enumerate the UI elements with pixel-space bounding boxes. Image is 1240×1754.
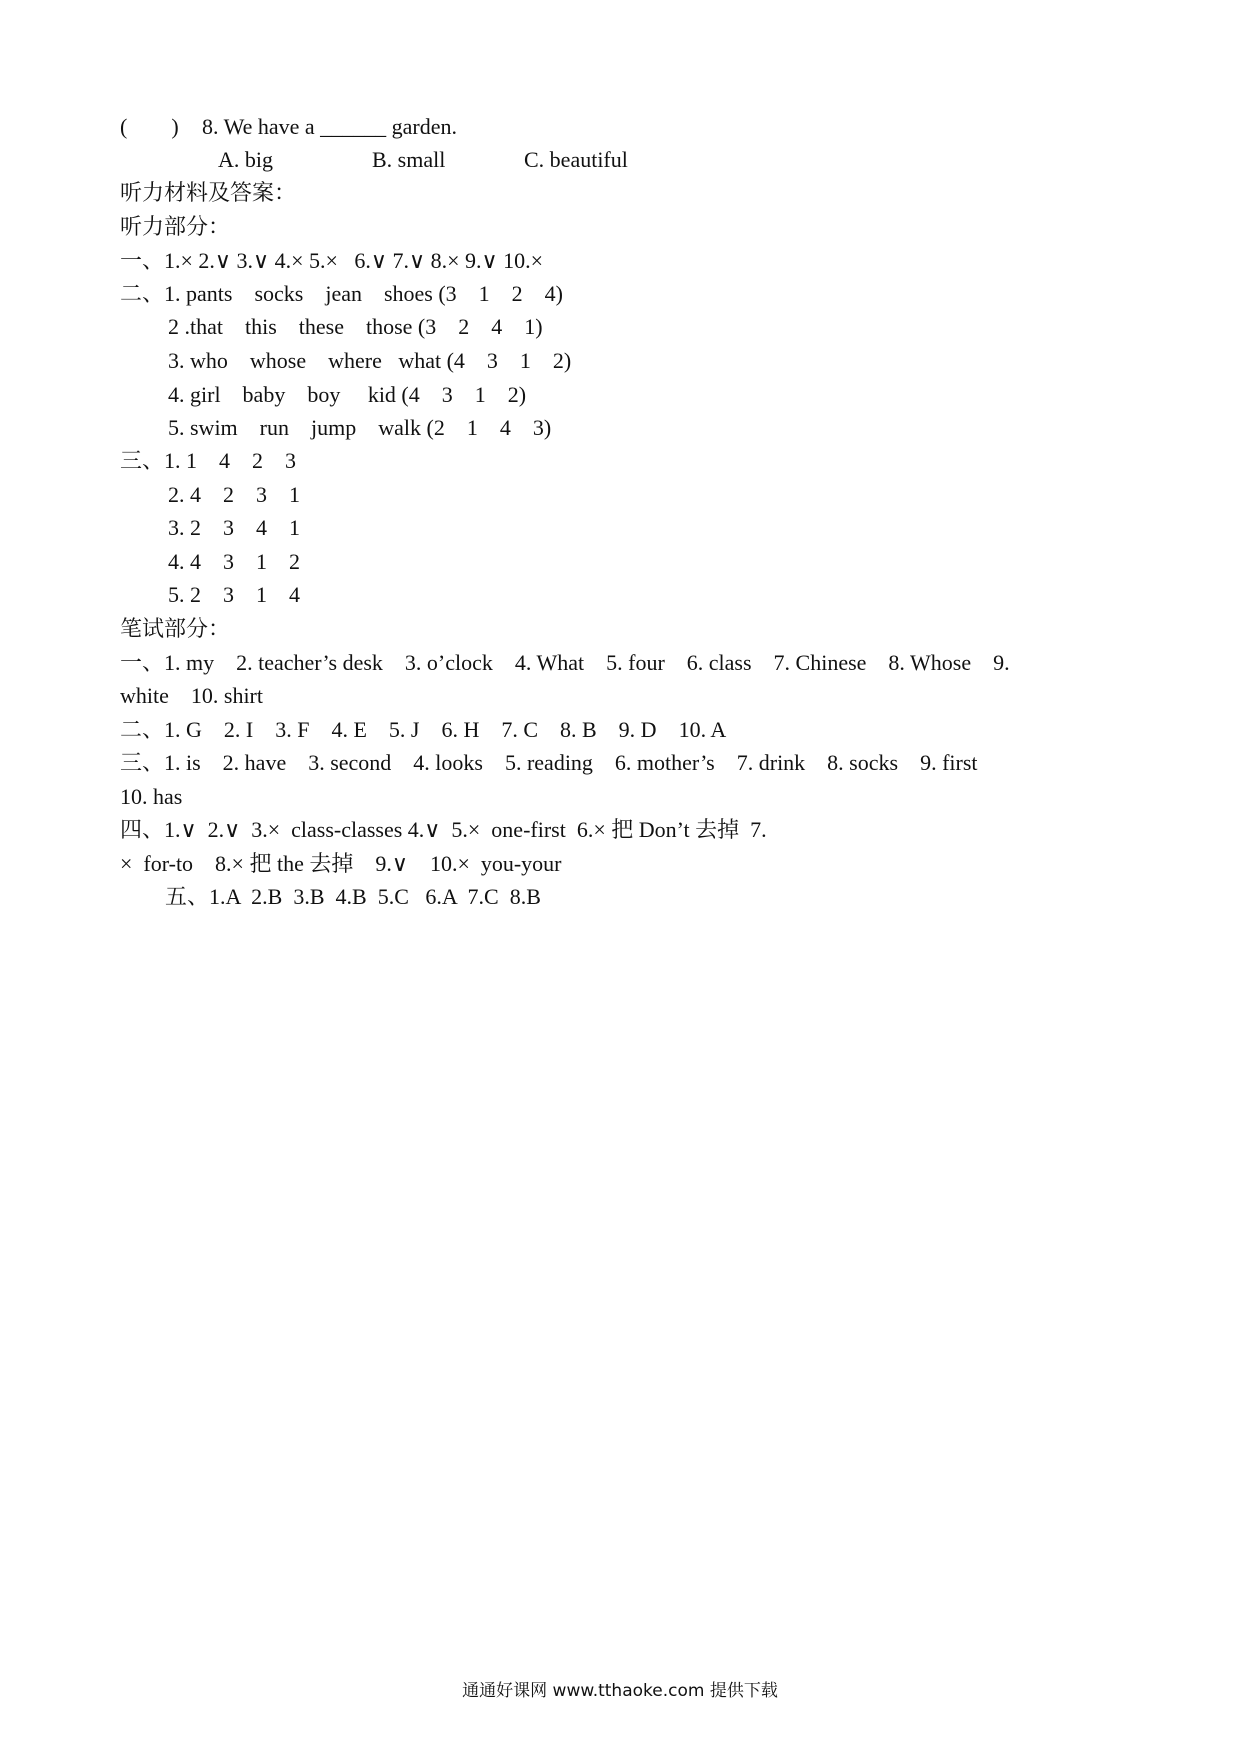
- written-section-4-line-1: 四、1.∨ 2.∨ 3.× class-classes 4.∨ 5.× one-first 6.× 把 Don’t 去掉 7.: [120, 817, 767, 842]
- listening-section-3-line-5: 5. 2 3 1 4: [168, 582, 300, 607]
- written-section-1-line-1: 一、1. my 2. teacher’s desk 3. o’clock 4. What 5. four 6. class 7. Chinese 8. Whose 9.: [120, 650, 1010, 675]
- question-8: [120, 112, 1130, 142]
- option-c: C. beautiful: [524, 147, 628, 172]
- listening-section-1: 一、1.× 2.∨ 3.∨ 4.× 5.× 6.∨ 7.∨ 8.× 9.∨ 10.×: [120, 248, 544, 273]
- answer-paren: ( ): [120, 114, 179, 139]
- listening-section-3-line-4: 4. 4 3 1 2: [168, 549, 300, 574]
- listening-section-2-line-1: 二、1. pants socks jean shoes (3 1 2 4): [120, 281, 564, 306]
- written-section-4-line-2: × for-to 8.× 把 the 去掉 9.∨ 10.× you-your: [120, 851, 562, 876]
- listening-section-2-line-2: 2 .that this these those (3 2 4 1): [168, 314, 543, 339]
- written-section-2: 二、1. G 2. I 3. F 4. E 5. J 6. H 7. C 8. B 9. D 10. A: [120, 717, 727, 742]
- question-8-stem: 8. We have a ______ garden.: [202, 114, 458, 139]
- option-a: A. big: [218, 147, 273, 172]
- written-section-3-line-1: 三、1. is 2. have 3. second 4. looks 5. reading 6. mother’s 7. drink 8. socks 9. first: [120, 750, 978, 775]
- listening-section-2-line-4: 4. girl baby boy kid (4 3 1 2): [168, 382, 527, 407]
- listening-section-3-line-2: 2. 4 2 3 1: [168, 482, 300, 507]
- listening-section-3-line-3: 3. 2 3 4 1: [168, 515, 300, 540]
- listening-section-2-line-5: 5. swim run jump walk (2 1 4 3): [168, 415, 552, 440]
- listening-section-2-line-3: 3. who whose where what (4 3 1 2): [168, 348, 572, 373]
- written-section-1-line-2: white 10. shirt: [120, 683, 263, 708]
- page-footer: 通通好课网 www.tthaoke.com 提供下载: [462, 1681, 778, 1701]
- written-section-3-line-2: 10. has: [120, 784, 183, 809]
- written-section-5: 五、1.A 2.B 3.B 4.B 5.C 6.A 7.C 8.B: [165, 884, 541, 909]
- main-heading: 听力材料及答案：: [120, 180, 297, 205]
- listening-heading: 听力部分：: [120, 214, 231, 239]
- written-heading: 笔试部分：: [120, 616, 231, 641]
- option-b: B. small: [372, 147, 446, 172]
- listening-section-3-line-1: 三、1. 1 4 2 3: [120, 448, 297, 473]
